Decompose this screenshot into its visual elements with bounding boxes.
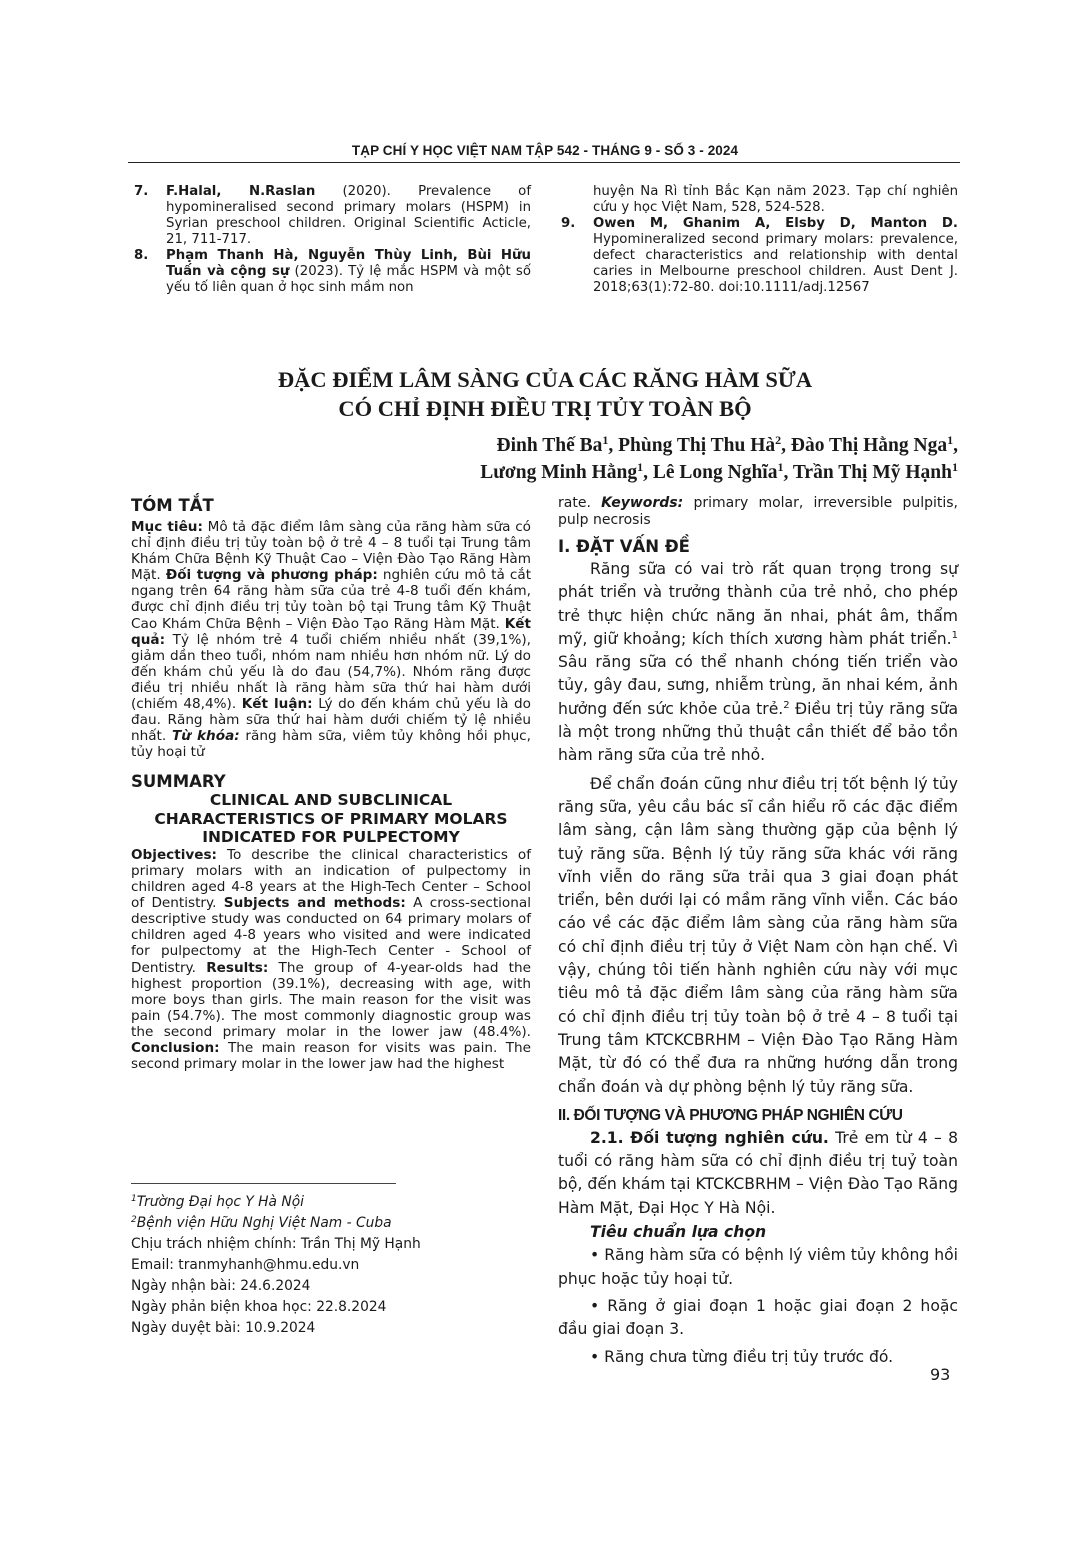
label-results: Results:: [206, 959, 269, 976]
footnote-mark: 2: [131, 1215, 137, 1225]
author: Trần Thị Mỹ Hạnh: [792, 462, 952, 483]
affiliation-mark: 2: [775, 433, 782, 447]
author: Phùng Thị Thu Hà: [618, 435, 776, 456]
label-doi-tuong: Đối tượng và phương pháp:: [165, 567, 378, 584]
author: Lương Minh Hằng: [480, 462, 638, 483]
reference-9: [558, 216, 958, 296]
text-ket-qua: Tỷ lệ nhóm trẻ 4 tuổi chiếm nhiều nhất (39,1%), giảm dần theo tuổi, nhóm nam nhiều hơn nhóm nữ. Lý do đến khám chủ yếu là do đau (54,7%). Nhóm răng được điều trị nhiều nhất là răng hàm sữa thứ hai hàm dưới (chiếm 48,4%).: [131, 631, 531, 713]
tom-tat-heading: TÓM TẮT: [131, 496, 214, 515]
bullet-icon: •: [590, 1296, 600, 1315]
paragraph-text: Trẻ em từ 4 – 8 tuổi có răng hàm sữa có chỉ định điều trị tuỷ toàn bộ, đến khám tại KTCKCBRHM – Viện Đào Tạo Răng Hàm Mặt, Đại Học Y Hà Nội.: [558, 1128, 958, 1217]
reference-number: 7.: [134, 184, 149, 199]
summary-title: [131, 791, 531, 847]
author: Lê Long Nghĩa: [652, 462, 778, 483]
tom-tat-body: [131, 519, 531, 760]
author-separator: ,: [783, 462, 793, 483]
footnote-text: Trường Đại học Y Hà Nội: [136, 1194, 304, 1210]
affiliation-mark: 1: [637, 460, 644, 474]
date-reviewed: Ngày phản biện khoa học: 22.8.2024: [131, 1299, 387, 1315]
left-column: [131, 496, 531, 1072]
author: Đinh Thế Ba: [496, 435, 603, 456]
section-1-body: [558, 558, 958, 1099]
summary-body: [131, 847, 531, 1072]
text-methods: A cross-sectional descriptive study was conducted on 64 primary molars of children aged 4-8 years who visited and were indicated for pulpectomy at the High-Tech Center - School of Dentistry.: [131, 895, 531, 976]
reference-8-continuation: huyện Na Rì tỉnh Bắc Kạn năm 2023. Tạp chí nghiên cứu y học Việt Nam, 528, 524-528.: [593, 184, 958, 215]
author-separator: ,: [608, 435, 619, 456]
author-separator: ,: [781, 435, 791, 456]
paragraph: [558, 558, 958, 768]
text-muc-tieu: Mô tả đặc điểm lâm sàng của răng hàm sữa có chỉ định điều trị tủy toàn bộ ở trẻ 4 – 8 tuổi tại Trung tâm Khám Chữa Bệnh Kỹ Thuật Cao – Viện Đào Tạo Răng Hàm Mặt.: [131, 519, 531, 584]
affiliation-mark: 1: [602, 433, 609, 447]
summary-heading: SUMMARY: [131, 772, 226, 792]
affiliation-mark: 1: [947, 433, 954, 447]
section-2-body: [558, 1127, 958, 1369]
subsection-label: 2.1. Đối tượng nghiên cứu.: [590, 1128, 829, 1147]
summary-title-line: CLINICAL AND SUBCLINICAL: [209, 791, 453, 810]
article-title-line-1: ĐẶC ĐIỂM LÂM SÀNG CỦA CÁC RĂNG HÀM SỮA: [277, 367, 813, 392]
paragraph-text: Sâu răng sữa có thể nhanh chóng tiến triển vào tủy, gây đau, sưng, nhiễm trùng, ăn nhai kém, ảnh hưởng đến sức khỏe của trẻ.: [558, 653, 958, 718]
responsible-author: Chịu trách nhiệm chính: Trần Thị Mỹ Hạnh: [131, 1236, 421, 1252]
list-item: [558, 1244, 958, 1291]
footnote-text: Bệnh viện Hữu Nghị Việt Nam - Cuba: [136, 1215, 392, 1231]
affiliation-1: [131, 1192, 531, 1213]
list-item: [558, 1295, 958, 1342]
page-number: 93: [930, 1365, 951, 1384]
reference-8: [131, 248, 531, 296]
text-continuation: rate.: [558, 495, 602, 511]
text-tu-khoa: răng hàm sữa, viêm tủy không hồi phục, tủy hoại tử: [131, 728, 531, 761]
summary-continuation: [558, 495, 958, 529]
footnote-mark: 1: [131, 1194, 137, 1204]
affiliation-mark: 1: [777, 460, 784, 474]
reference-text: (2020). Prevalence of hypomineralised second primary molars (HSPM) in Syrian preschool children. Original Scientific Acticle, 21, 711-717.: [166, 184, 531, 247]
list-item-text: Răng chưa từng điều trị tủy trước đó.: [599, 1347, 894, 1366]
section-2-heading: II. ĐỐI TƯỢNG VÀ PHƯƠNG PHÁP NGHIÊN CỨU: [558, 1106, 903, 1124]
paragraph: [558, 1127, 958, 1220]
label-conclusion: Conclusion:: [131, 1040, 220, 1057]
right-column: [558, 495, 958, 1369]
text-conclusion: The main reason for visits was pain. The second primary molar in the lower jaw had the highest: [131, 1040, 531, 1073]
journal-header: TẠP CHÍ Y HỌC VIỆT NAM TẬP 542 - THÁNG 9 - SỐ 3 - 2024: [351, 143, 739, 158]
text-objectives: To describe the clinical characteristics of primary molars with an indication of pulpectomy in children aged 4-8 years at the High-Tech Center – School of Dentistry.: [131, 846, 531, 912]
label-ket-luan: Kết luận:: [241, 696, 313, 713]
citation-mark: 2: [783, 699, 790, 711]
references-left: [131, 184, 531, 296]
reference-7: [131, 184, 531, 248]
summary-title-line: INDICATED FOR PULPECTOMY: [202, 828, 460, 847]
label-tu-khoa: Từ khóa:: [171, 728, 240, 745]
paragraph-text: Điều trị tủy răng sữa là một trong những thủ thuật cần thiết để bảo tồn hàm răng sữa của trẻ nhỏ.: [558, 699, 959, 765]
date-accepted: Ngày duyệt bài: 10.9.2024: [131, 1320, 316, 1336]
footnote-rule: [131, 1183, 396, 1184]
text-keywords: primary molar, irreversible pulpitis, pulp necrosis: [558, 495, 958, 528]
bullet-icon: •: [590, 1347, 600, 1366]
reference-authors: Owen M, Ghanim A, Elsby D, Manton D.: [593, 216, 958, 231]
header-rule: [128, 162, 960, 163]
reference-text: Hypomineralized second primary molars: prevalence, defect characteristics and relationship with dental caries in Melbourne preschool children. Aust Dent J. 2018;63(1):72-80. doi:10.1111/adj.12567: [593, 232, 958, 295]
author-separator: ,: [953, 435, 958, 456]
author-separator: ,: [643, 462, 653, 483]
reference-number: 9.: [561, 216, 576, 231]
paragraph: Để chẩn đoán cũng như điều trị tốt bệnh lý tủy răng sữa, yêu cầu bác sĩ cần hiểu rõ các đặc điểm lâm sàng, cận lâm sàng thường gặp của bệnh lý tuỷ răng sữa. Bệnh lý tủy răng sữa khác với răng vĩnh viễn do răng sữa trải qua 3 giai đoạn phát triển, bên dưới lại có mầm răng vĩnh viễn. Các báo cáo về các đặc điểm lâm sàng của răng hàm sữa có chỉ định điều trị tủy ở Việt Nam còn hạn chế. Vì vậy, chúng tôi tiến hành nghiên cứu này với mục tiêu mô tả đặc điểm lâm sàng của răng hàm sữa có chỉ định điều trị tủy toàn bộ ở trẻ 4 – 8 tuổi tại Trung tâm KTCKCBRHM – Viện Đào Tạo Răng Hàm Mặt, từ đó có thể đưa ra những hướng dẫn trong chẩn đoán và dự phòng bệnh lý tủy răng sữa.: [558, 774, 958, 1096]
references-right: [558, 184, 958, 296]
list-item: [558, 1346, 958, 1369]
paragraph-text: Răng sữa có vai trò rất quan trọng trong sự phát triển và trưởng thành của trẻ nhỏ, cho phép trẻ thực hiện chức năng ăn nhai, phát âm, thẩm mỹ, giữ khoảng; kích thích xương hàm phát triển.: [558, 560, 958, 648]
article-title-line-2: CÓ CHỈ ĐỊNH ĐIỀU TRỊ TỦY TOÀN BỘ: [338, 396, 752, 421]
affiliation-2: [131, 1213, 531, 1234]
list-item-text: Răng ở giai đoạn 1 hoặc giai đoạn 2 hoặc đầu giai đoạn 3.: [558, 1296, 958, 1339]
text-doi-tuong: nghiên cứu mô tả cắt ngang trên 64 răng hàm sữa của trẻ 4-8 tuổi đến khám, được chỉ định điều trị tủy toàn bộ tại Trung tâm Kỹ Thuật Cao Khám Chữa Bệnh – Viện Đào Tạo Răng Hàm Mặt.: [131, 567, 532, 632]
affiliation-mark: 1: [952, 460, 958, 474]
reference-authors: F.Halal, N.Raslan: [166, 184, 316, 199]
summary-title-line: CHARACTERISTICS OF PRIMARY MOLARS: [154, 809, 508, 828]
text-results: The group of 4-year-olds had the highest proportion (39.1%), decreasing with age, with more boys than girls. The main reason for the visit was pain (54.7%). The most commonly diagnostic group was the second primary molar in the lower jaw (48.4%).: [131, 959, 531, 1040]
author: Đào Thị Hằng Nga: [790, 435, 948, 456]
citation-mark: 1: [951, 629, 958, 641]
label-ket-qua: Kết quả:: [131, 615, 531, 648]
author-list: [130, 432, 958, 486]
author-line-1: [130, 432, 958, 459]
criteria-heading-text: Tiêu chuẩn lựa chọn: [590, 1223, 767, 1242]
date-received: Ngày nhận bài: 24.6.2024: [131, 1278, 311, 1294]
text-ket-luan: Lý do đến khám chủ yếu là do đau. Răng hàm sữa thứ hai hàm dưới chiếm tỷ lệ nhiều nhất.: [131, 696, 532, 745]
label-muc-tieu: Mục tiêu:: [131, 519, 203, 535]
label-methods: Subjects and methods:: [223, 895, 406, 912]
label-objectives: Objectives:: [131, 846, 217, 863]
reference-number: 8.: [134, 248, 149, 263]
footnotes: [131, 1192, 531, 1339]
criteria-heading: [558, 1221, 958, 1244]
label-keywords: Keywords:: [601, 495, 684, 511]
email: Email: tranmyhanh@hmu.edu.vn: [131, 1257, 360, 1273]
section-1-heading: I. ĐẶT VẤN ĐỀ: [558, 537, 690, 556]
author-line-2: [130, 459, 958, 486]
reference-text: (2023). Tỷ lệ mắc HSPM và một số yếu tố liên quan ở học sinh mầm non: [166, 264, 531, 295]
list-item-text: Răng hàm sữa có bệnh lý viêm tủy không hồi phục hoặc tủy hoại tử.: [558, 1246, 958, 1288]
reference-authors: Phạm Thanh Hà, Nguyễn Thùy Linh, Bùi Hữu Tuấn và cộng sự: [166, 248, 531, 279]
article-title: [130, 365, 960, 423]
bullet-icon: •: [590, 1246, 600, 1265]
